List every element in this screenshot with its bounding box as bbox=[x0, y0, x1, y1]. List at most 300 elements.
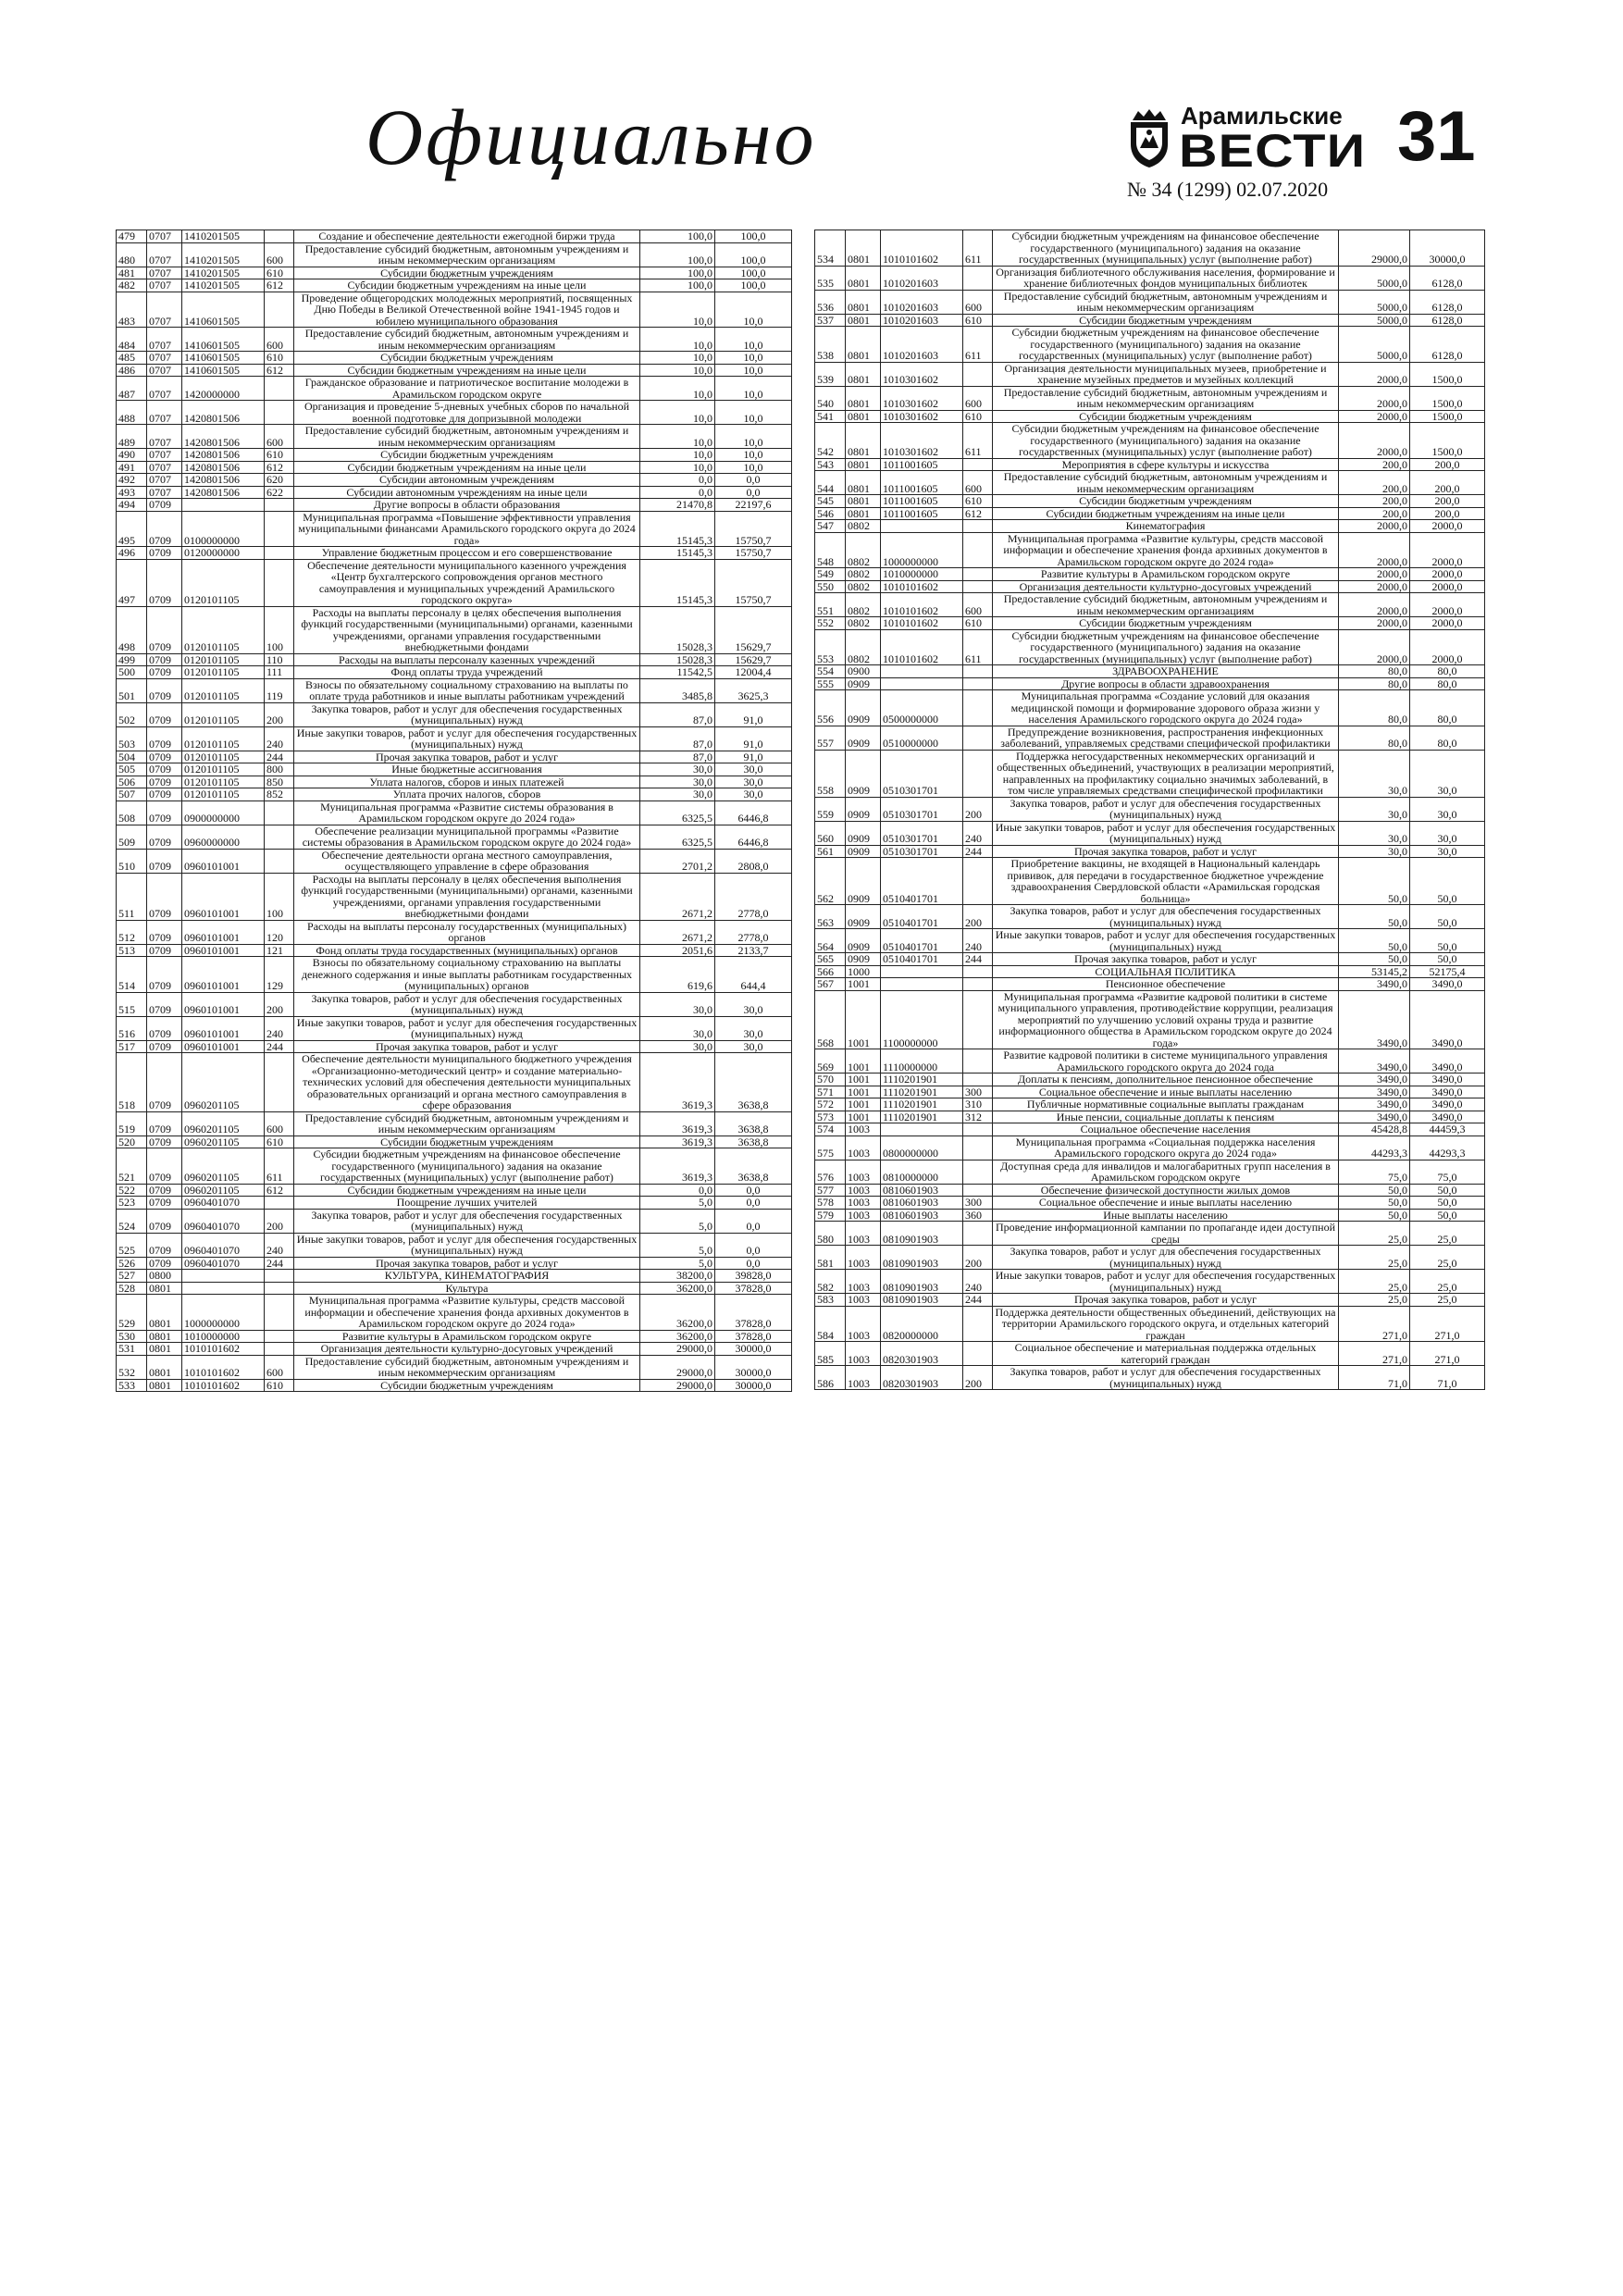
expense-type-code bbox=[963, 266, 993, 290]
row-number: 579 bbox=[815, 1209, 846, 1222]
amount-2022: 30000,0 bbox=[715, 1343, 792, 1356]
amount-2021: 3490,0 bbox=[1339, 1074, 1410, 1086]
amount-2022: 0,0 bbox=[715, 474, 792, 487]
amount-2022: 2778,0 bbox=[715, 873, 792, 920]
table-row bbox=[117, 678, 792, 702]
amount-2021: 3485,8 bbox=[640, 678, 715, 702]
table-row bbox=[117, 511, 792, 547]
section-code: 0709 bbox=[147, 511, 182, 547]
amount-2021: 50,0 bbox=[1339, 1209, 1410, 1222]
section-code: 0801 bbox=[147, 1355, 182, 1379]
section-code: 0709 bbox=[147, 666, 182, 679]
row-number: 543 bbox=[815, 458, 846, 471]
expense-name: Прочая закупка товаров, работ и услуг bbox=[294, 751, 640, 763]
section-code: 0709 bbox=[147, 726, 182, 751]
amount-2021: 30,0 bbox=[640, 788, 715, 801]
section-code: 0707 bbox=[147, 474, 182, 487]
expense-name: Обеспечение физической доступности жилых домов bbox=[993, 1184, 1339, 1197]
amount-2021: 2701,2 bbox=[640, 849, 715, 873]
table-row bbox=[815, 266, 1485, 290]
section-code: 0709 bbox=[147, 1016, 182, 1040]
target-article-code: 1110000000 bbox=[881, 1049, 963, 1074]
amount-2022: 10,0 bbox=[715, 328, 792, 352]
amount-2021: 25,0 bbox=[1339, 1294, 1410, 1307]
expense-name: Предоставление субсидий бюджетным, автономным учреждениям и иным некоммерческим организациям bbox=[993, 290, 1339, 314]
amount-2021: 0,0 bbox=[640, 474, 715, 487]
amount-2022: 30000,0 bbox=[715, 1355, 792, 1379]
section-code: 1003 bbox=[846, 1222, 881, 1246]
target-article-code: 1410201505 bbox=[182, 267, 265, 279]
section-code: 0709 bbox=[147, 825, 182, 849]
expense-type-code bbox=[963, 965, 993, 978]
table-row bbox=[117, 1197, 792, 1210]
amount-2022: 0,0 bbox=[715, 1233, 792, 1257]
amount-2021: 200,0 bbox=[1339, 507, 1410, 520]
section-code: 0709 bbox=[147, 1209, 182, 1233]
section-code: 0709 bbox=[147, 763, 182, 776]
section-code: 0909 bbox=[846, 797, 881, 821]
row-number: 491 bbox=[117, 461, 147, 474]
table-row bbox=[117, 702, 792, 726]
section-code: 0709 bbox=[147, 800, 182, 825]
table-row bbox=[815, 1074, 1485, 1086]
amount-2022: 2808,0 bbox=[715, 849, 792, 873]
row-number: 482 bbox=[117, 279, 147, 292]
section-code: 1003 bbox=[846, 1136, 881, 1160]
expense-name: Закупка товаров, работ и услуг для обеспечения государственных (муниципальных) нужд bbox=[993, 797, 1339, 821]
section-code: 0707 bbox=[147, 377, 182, 401]
section-code: 0801 bbox=[846, 266, 881, 290]
section-code: 0709 bbox=[147, 1184, 182, 1197]
target-article-code: 1420000000 bbox=[182, 377, 265, 401]
expense-type-code bbox=[963, 520, 993, 533]
section-code: 0909 bbox=[846, 750, 881, 797]
table-row bbox=[815, 386, 1485, 410]
target-article-code: 1410601505 bbox=[182, 292, 265, 328]
amount-2022: 25,0 bbox=[1410, 1270, 1485, 1294]
row-number: 583 bbox=[815, 1294, 846, 1307]
table-row bbox=[117, 461, 792, 474]
expense-name: Субсидии бюджетным учреждениям на финансовое обеспечение государственного (муниципального) задания на оказание государственных (муниципальных) услуг (выполнение работ) bbox=[993, 230, 1339, 267]
table-row bbox=[815, 1086, 1485, 1098]
expense-name: Закупка товаров, работ и услуг для обеспечения государственных (муниципальных) нужд bbox=[993, 1366, 1339, 1390]
section-code: 1003 bbox=[846, 1209, 881, 1222]
expense-name: Обеспечение реализации муниципальной программы «Развитие системы образования в Арамильском городском округе до 2024 года» bbox=[294, 825, 640, 849]
target-article-code: 1010101602 bbox=[182, 1343, 265, 1356]
row-number: 512 bbox=[117, 920, 147, 944]
amount-2022: 10,0 bbox=[715, 401, 792, 425]
expense-name: Субсидии бюджетным учреждениям bbox=[294, 267, 640, 279]
amount-2022: 71,0 bbox=[1410, 1366, 1485, 1390]
section-code: 1001 bbox=[846, 1049, 881, 1074]
amount-2021: 21470,8 bbox=[640, 499, 715, 512]
amount-2021: 80,0 bbox=[1339, 726, 1410, 750]
row-number: 511 bbox=[117, 873, 147, 920]
expense-type-code bbox=[963, 690, 993, 726]
expense-name: Организация деятельности культурно-досуговых учреждений bbox=[294, 1343, 640, 1356]
expense-type-code bbox=[265, 499, 294, 512]
table-row bbox=[117, 1209, 792, 1233]
expense-type-code bbox=[963, 362, 993, 386]
table-row bbox=[815, 314, 1485, 327]
table-row bbox=[117, 425, 792, 449]
target-article-code: 1410601505 bbox=[182, 364, 265, 377]
amount-2022: 10,0 bbox=[715, 377, 792, 401]
section-code: 0709 bbox=[147, 1197, 182, 1210]
expense-type-code: 240 bbox=[265, 726, 294, 751]
expense-type-code: 620 bbox=[265, 474, 294, 487]
table-row bbox=[815, 1098, 1485, 1111]
table-row bbox=[117, 230, 792, 243]
expense-name: Иные закупки товаров, работ и услуг для обеспечения государственных (муниципальных) нужд bbox=[294, 1016, 640, 1040]
target-article-code: 1010000000 bbox=[182, 1330, 265, 1343]
target-article-code: 0120101105 bbox=[182, 606, 265, 653]
row-number: 556 bbox=[815, 690, 846, 726]
target-article-code bbox=[182, 499, 265, 512]
row-number: 563 bbox=[815, 905, 846, 929]
target-article-code: 0800000000 bbox=[881, 1136, 963, 1160]
target-article-code: 1110201901 bbox=[881, 1111, 963, 1123]
table-row bbox=[815, 290, 1485, 314]
section-code: 0909 bbox=[846, 677, 881, 690]
row-number: 516 bbox=[117, 1016, 147, 1040]
amount-2021: 25,0 bbox=[1339, 1270, 1410, 1294]
amount-2021: 71,0 bbox=[1339, 1366, 1410, 1390]
amount-2021: 100,0 bbox=[640, 230, 715, 243]
amount-2022: 200,0 bbox=[1410, 458, 1485, 471]
budget-table-left-column bbox=[116, 230, 791, 1392]
amount-2021: 5000,0 bbox=[1339, 266, 1410, 290]
row-number: 566 bbox=[815, 965, 846, 978]
amount-2022: 2778,0 bbox=[715, 920, 792, 944]
target-article-code: 1410201505 bbox=[182, 230, 265, 243]
expense-type-code: 610 bbox=[963, 314, 993, 327]
target-article-code: 0820301903 bbox=[881, 1366, 963, 1390]
table-row bbox=[815, 677, 1485, 690]
target-article-code: 1420801506 bbox=[182, 401, 265, 425]
row-number: 567 bbox=[815, 978, 846, 991]
section-code: 0801 bbox=[846, 290, 881, 314]
target-article-code: 0810000000 bbox=[881, 1160, 963, 1184]
expense-name: Кинематография bbox=[993, 520, 1339, 533]
row-number: 551 bbox=[815, 593, 846, 617]
target-article-code: 0960201105 bbox=[182, 1184, 265, 1197]
section-code: 0707 bbox=[147, 461, 182, 474]
amount-2022: 200,0 bbox=[1410, 471, 1485, 495]
target-article-code: 0810901903 bbox=[881, 1246, 963, 1270]
amount-2021: 271,0 bbox=[1339, 1306, 1410, 1342]
amount-2021: 30,0 bbox=[1339, 845, 1410, 858]
table-row bbox=[815, 327, 1485, 363]
table-row bbox=[815, 410, 1485, 423]
amount-2022: 2000,0 bbox=[1410, 520, 1485, 533]
expense-type-code bbox=[963, 1184, 993, 1197]
section-code: 0709 bbox=[147, 751, 182, 763]
coat-of-arms-icon bbox=[1127, 107, 1171, 168]
table-row bbox=[815, 617, 1485, 630]
target-article-code: 0120101105 bbox=[182, 751, 265, 763]
expense-type-code: 610 bbox=[963, 410, 993, 423]
amount-2021: 3619,3 bbox=[640, 1111, 715, 1136]
amount-2022: 6128,0 bbox=[1410, 266, 1485, 290]
row-number: 532 bbox=[117, 1355, 147, 1379]
issue-info: № 34 (1299) 02.07.2020 bbox=[1127, 178, 1329, 201]
target-article-code: 1410201505 bbox=[182, 242, 265, 267]
row-number: 528 bbox=[117, 1282, 147, 1295]
table-row bbox=[815, 797, 1485, 821]
expense-type-code bbox=[265, 1295, 294, 1331]
expense-name: Прочая закупка товаров, работ и услуг bbox=[294, 1040, 640, 1053]
target-article-code bbox=[881, 978, 963, 991]
expense-type-code: 120 bbox=[265, 920, 294, 944]
amount-2021: 5000,0 bbox=[1339, 290, 1410, 314]
target-article-code bbox=[881, 1123, 963, 1136]
expense-type-code: 612 bbox=[963, 507, 993, 520]
amount-2021: 5000,0 bbox=[1339, 314, 1410, 327]
table-row bbox=[117, 328, 792, 352]
row-number: 585 bbox=[815, 1342, 846, 1366]
amount-2022: 30,0 bbox=[715, 1016, 792, 1040]
expense-name: Субсидии бюджетным учреждениям на иные цели bbox=[294, 279, 640, 292]
amount-2021: 44293,3 bbox=[1339, 1136, 1410, 1160]
amount-2022: 50,0 bbox=[1410, 905, 1485, 929]
expense-type-code bbox=[963, 1222, 993, 1246]
table-row bbox=[815, 1111, 1485, 1123]
amount-2022: 3638,8 bbox=[715, 1111, 792, 1136]
amount-2022: 2000,0 bbox=[1410, 568, 1485, 581]
expense-name: Субсидии бюджетным учреждениям на финансовое обеспечение государственного (муниципального) задания на оказание государственных (муниципальных) услуг (выполнение работ) bbox=[993, 327, 1339, 363]
target-article-code bbox=[182, 1270, 265, 1283]
section-code: 0709 bbox=[147, 920, 182, 944]
amount-2021: 11542,5 bbox=[640, 666, 715, 679]
table-row bbox=[117, 726, 792, 751]
expense-type-code: 200 bbox=[265, 1209, 294, 1233]
row-number: 535 bbox=[815, 266, 846, 290]
amount-2022: 3490,0 bbox=[1410, 1111, 1485, 1123]
row-number: 584 bbox=[815, 1306, 846, 1342]
section-code: 1003 bbox=[846, 1246, 881, 1270]
expense-name: Иные закупки товаров, работ и услуг для обеспечения государственных (муниципальных) нужд bbox=[993, 821, 1339, 845]
expense-name: Иные пенсии, социальные доплаты к пенсиям bbox=[993, 1111, 1339, 1123]
section-code: 0802 bbox=[846, 617, 881, 630]
expense-type-code: 611 bbox=[963, 230, 993, 267]
expense-type-code bbox=[963, 1306, 993, 1342]
section-code: 0707 bbox=[147, 328, 182, 352]
target-article-code: 0960101001 bbox=[182, 992, 265, 1016]
table-row bbox=[117, 957, 792, 993]
amount-2021: 36200,0 bbox=[640, 1282, 715, 1295]
budget-table-left bbox=[116, 230, 792, 1392]
expense-type-code bbox=[265, 230, 294, 243]
target-article-code: 0960000000 bbox=[182, 825, 265, 849]
amount-2021: 3490,0 bbox=[1339, 1049, 1410, 1074]
amount-2021: 10,0 bbox=[640, 292, 715, 328]
table-row bbox=[815, 1209, 1485, 1222]
target-article-code: 0510301701 bbox=[881, 845, 963, 858]
section-code: 1003 bbox=[846, 1123, 881, 1136]
section-code: 0709 bbox=[147, 1148, 182, 1185]
amount-2021: 0,0 bbox=[640, 1184, 715, 1197]
amount-2022: 37828,0 bbox=[715, 1330, 792, 1343]
row-number: 520 bbox=[117, 1136, 147, 1148]
section-code: 1003 bbox=[846, 1306, 881, 1342]
target-article-code: 0120101105 bbox=[182, 678, 265, 702]
row-number: 534 bbox=[815, 230, 846, 267]
section-code: 0801 bbox=[147, 1379, 182, 1392]
table-row bbox=[815, 629, 1485, 665]
section-code: 1003 bbox=[846, 1270, 881, 1294]
table-row bbox=[815, 750, 1485, 797]
target-article-code: 0510401701 bbox=[881, 953, 963, 966]
expense-type-code bbox=[265, 1053, 294, 1112]
logo-name-big: ВЕСТИ bbox=[1179, 125, 1367, 177]
amount-2022: 91,0 bbox=[715, 751, 792, 763]
target-article-code: 1410601505 bbox=[182, 328, 265, 352]
target-article-code: 1010201603 bbox=[881, 266, 963, 290]
section-code: 1001 bbox=[846, 978, 881, 991]
target-article-code: 0510000000 bbox=[881, 726, 963, 750]
target-article-code: 0510401701 bbox=[881, 929, 963, 953]
expense-type-code bbox=[265, 547, 294, 560]
target-article-code: 0510301701 bbox=[881, 821, 963, 845]
table-row bbox=[815, 1222, 1485, 1246]
row-number: 573 bbox=[815, 1111, 846, 1123]
expense-name: Гражданское образование и патриотическое воспитание молодежи в Арамильском городском округе bbox=[294, 377, 640, 401]
expense-type-code: 200 bbox=[963, 797, 993, 821]
amount-2022: 100,0 bbox=[715, 242, 792, 267]
amount-2022: 644,4 bbox=[715, 957, 792, 993]
expense-type-code bbox=[963, 580, 993, 593]
row-number: 523 bbox=[117, 1197, 147, 1210]
target-article-code: 0960101001 bbox=[182, 873, 265, 920]
amount-2022: 271,0 bbox=[1410, 1342, 1485, 1366]
target-article-code: 0120101105 bbox=[182, 763, 265, 776]
amount-2022: 52175,4 bbox=[1410, 965, 1485, 978]
amount-2021: 30,0 bbox=[640, 776, 715, 788]
amount-2022: 100,0 bbox=[715, 267, 792, 279]
section-code: 0707 bbox=[147, 292, 182, 328]
target-article-code: 1010101602 bbox=[881, 580, 963, 593]
amount-2022: 10,0 bbox=[715, 425, 792, 449]
row-number: 533 bbox=[117, 1379, 147, 1392]
amount-2021: 38200,0 bbox=[640, 1270, 715, 1283]
row-number: 538 bbox=[815, 327, 846, 363]
amount-2021: 10,0 bbox=[640, 461, 715, 474]
amount-2021: 3619,3 bbox=[640, 1136, 715, 1148]
table-row bbox=[815, 1294, 1485, 1307]
table-row bbox=[815, 1160, 1485, 1184]
table-row bbox=[117, 1111, 792, 1136]
target-article-code: 0900000000 bbox=[182, 800, 265, 825]
expense-type-code: 622 bbox=[265, 486, 294, 499]
expense-name: Предоставление субсидий бюджетным, автономным учреждениям и иным некоммерческим организациям bbox=[294, 328, 640, 352]
expense-name: Фонд оплаты труда учреждений bbox=[294, 666, 640, 679]
target-article-code: 1420801506 bbox=[182, 474, 265, 487]
expense-name: Субсидии бюджетным учреждениям bbox=[993, 410, 1339, 423]
amount-2022: 50,0 bbox=[1410, 1209, 1485, 1222]
amount-2021: 3490,0 bbox=[1339, 978, 1410, 991]
target-article-code: 0510401701 bbox=[881, 905, 963, 929]
expense-name: Иные закупки товаров, работ и услуг для обеспечения государственных (муниципальных) нужд bbox=[993, 1270, 1339, 1294]
amount-2022: 2000,0 bbox=[1410, 617, 1485, 630]
expense-name: Публичные нормативные социальные выплаты гражданам bbox=[993, 1098, 1339, 1111]
expense-type-code: 611 bbox=[963, 423, 993, 459]
expense-type-code bbox=[265, 511, 294, 547]
row-number: 502 bbox=[117, 702, 147, 726]
row-number: 560 bbox=[815, 821, 846, 845]
target-article-code: 0960101001 bbox=[182, 849, 265, 873]
table-row bbox=[117, 800, 792, 825]
expense-name: Прочая закупка товаров, работ и услуг bbox=[993, 1294, 1339, 1307]
table-row bbox=[815, 905, 1485, 929]
table-row bbox=[117, 499, 792, 512]
amount-2022: 0,0 bbox=[715, 486, 792, 499]
target-article-code: 1110201901 bbox=[881, 1098, 963, 1111]
expense-name: Субсидии бюджетным учреждениям на иные цели bbox=[294, 364, 640, 377]
amount-2021: 15028,3 bbox=[640, 653, 715, 666]
section-code: 1001 bbox=[846, 1086, 881, 1098]
amount-2022: 30,0 bbox=[715, 992, 792, 1016]
table-row bbox=[117, 825, 792, 849]
section-code: 0709 bbox=[147, 873, 182, 920]
amount-2021: 6325,5 bbox=[640, 800, 715, 825]
expense-type-code bbox=[265, 377, 294, 401]
amount-2022: 6128,0 bbox=[1410, 290, 1485, 314]
expense-type-code: 240 bbox=[963, 821, 993, 845]
expense-type-code: 610 bbox=[963, 495, 993, 508]
table-row bbox=[117, 1233, 792, 1257]
expense-type-code: 600 bbox=[963, 290, 993, 314]
table-row bbox=[117, 606, 792, 653]
amount-2021: 2000,0 bbox=[1339, 568, 1410, 581]
amount-2021: 36200,0 bbox=[640, 1330, 715, 1343]
expense-type-code: 850 bbox=[265, 776, 294, 788]
target-article-code: 0810901903 bbox=[881, 1222, 963, 1246]
section-code: 0801 bbox=[846, 471, 881, 495]
section-code: 0707 bbox=[147, 242, 182, 267]
expense-name: Взносы по обязательному социальному страхованию на выплаты денежного содержания и иные выплаты работникам государственных (муниципальных) органов bbox=[294, 957, 640, 993]
row-number: 536 bbox=[815, 290, 846, 314]
target-article-code: 1420801506 bbox=[182, 461, 265, 474]
section-code: 1001 bbox=[846, 1111, 881, 1123]
expense-type-code bbox=[963, 1342, 993, 1366]
table-row bbox=[117, 1282, 792, 1295]
row-number: 495 bbox=[117, 511, 147, 547]
target-article-code: 0960401070 bbox=[182, 1209, 265, 1233]
amount-2022: 6446,8 bbox=[715, 825, 792, 849]
section-code: 0709 bbox=[147, 702, 182, 726]
expense-type-code bbox=[265, 1343, 294, 1356]
row-number: 499 bbox=[117, 653, 147, 666]
expense-name: Организация библиотечного обслуживания населения, формирование и хранение библиотечных фондов муниципальных библиотек bbox=[993, 266, 1339, 290]
amount-2021: 10,0 bbox=[640, 425, 715, 449]
section-code: 0801 bbox=[846, 327, 881, 363]
amount-2021: 45428,8 bbox=[1339, 1123, 1410, 1136]
amount-2021: 10,0 bbox=[640, 364, 715, 377]
expense-name: Другие вопросы в области здравоохранения bbox=[993, 677, 1339, 690]
target-article-code: 0120101105 bbox=[182, 559, 265, 606]
expense-type-code: 600 bbox=[963, 386, 993, 410]
table-row bbox=[117, 1040, 792, 1053]
expense-name: Муниципальная программа «Социальная поддержка населения Арамильского городского округа до 2024 года» bbox=[993, 1136, 1339, 1160]
table-row bbox=[815, 1136, 1485, 1160]
expense-name: Субсидии бюджетным учреждениям на финансовое обеспечение государственного (муниципального) задания на оказание государственных (муниципальных) услуг (выполнение работ) bbox=[294, 1148, 640, 1185]
expense-type-code bbox=[265, 1282, 294, 1295]
expense-name: Управление бюджетным процессом и его совершенствование bbox=[294, 547, 640, 560]
table-row bbox=[815, 580, 1485, 593]
table-row bbox=[117, 364, 792, 377]
row-number: 558 bbox=[815, 750, 846, 797]
